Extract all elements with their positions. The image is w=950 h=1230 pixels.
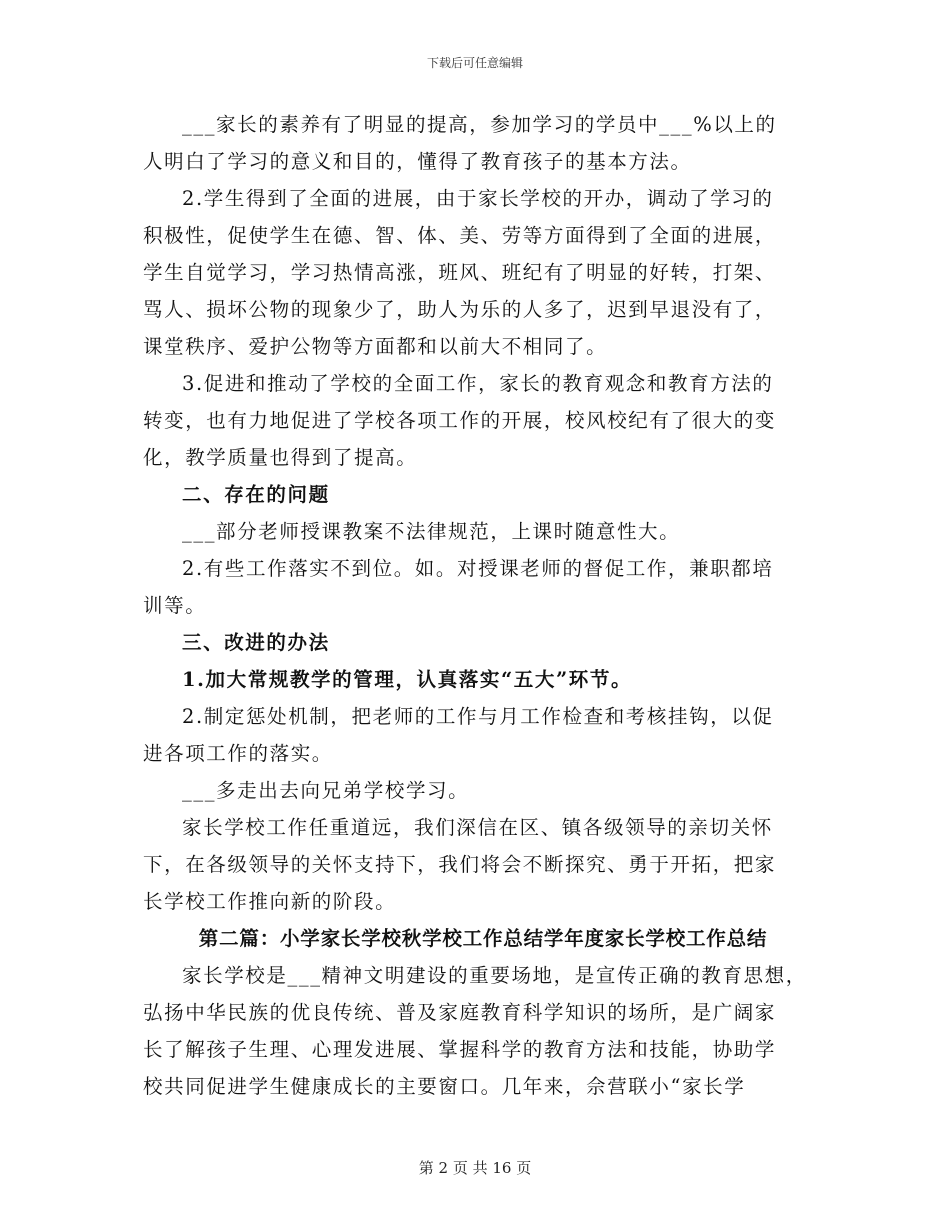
text-line: 家长学校工作任重道远，我们深信在区、镇各级领导的亲切关怀 <box>182 816 773 839</box>
text-line: 弘扬中华民族的优良传统、普及家庭教育科学知识的场所，是广阔家 <box>143 1001 777 1024</box>
text-line: 1.加大常规教学的管理，认真落实“五大”环节。 <box>182 668 633 691</box>
text-line: 长了解孩子生理、心理发进展、掌握科学的教育方法和技能，协助学 <box>143 1038 777 1061</box>
text-line: ___部分老师授课教案不法律规范，上课时随意性大。 <box>182 520 681 543</box>
page-header: 下载后可任意编辑 <box>426 56 523 70</box>
text-line: 三、改进的办法 <box>182 631 330 654</box>
text-line: 转变，也有力地促进了学校各项工作的开展，校风校纪有了很大的变 <box>143 409 777 432</box>
section-title: 第二篇：小学家长学校秋学校工作总结学年度家长学校工作总结 <box>198 927 768 950</box>
text-line: 进各项工作的落实。 <box>143 742 333 765</box>
text-line: 3.促进和推动了学校的全面工作，家长的教育观念和教育方法的 <box>182 372 774 395</box>
text-line: 校共同促进学生健康成长的主要窗口。几年来，佘营联小“家长学 <box>143 1075 746 1098</box>
page-footer: 第 2 页 共 16 页 <box>418 1159 532 1177</box>
text-line: 2.有些工作落实不到位。如。对授课老师的督促工作，兼职都培 <box>182 557 774 580</box>
text-line: ___家长的素养有了明显的提高，参加学习的学员中___%以上的 <box>182 113 777 136</box>
text-line: 积极性，促使学生在德、智、体、美、劳等方面得到了全面的进展， <box>143 224 777 247</box>
text-line: 长学校工作推向新的阶段。 <box>143 890 397 913</box>
text-line: 训等。 <box>143 594 207 617</box>
text-line: 下，在各级领导的关怀支持下，我们将会不断探究、勇于开拓，把家 <box>143 853 777 876</box>
text-line: 学生自觉学习，学习热情高涨，班风、班纪有了明显的好转，打架、 <box>143 261 777 284</box>
text-line: 骂人、损坏公物的现象少了，助人为乐的人多了，迟到早退没有了， <box>143 298 777 321</box>
text-line: 2.学生得到了全面的进展，由于家长学校的开办，调动了学习的 <box>182 187 774 210</box>
section-two-text <box>143 957 807 1105</box>
text-line: 2.制定惩处机制，把老师的工作与月工作检查和考核挂钩，以促 <box>182 705 774 728</box>
document-body <box>143 106 807 1105</box>
text-line: ___多走出去向兄弟学校学习。 <box>182 779 470 802</box>
section-one-text <box>143 106 803 920</box>
text-line: 人明白了学习的意义和目的，懂得了教育孩子的基本方法。 <box>143 150 692 173</box>
text-line: 化，教学质量也得到了提高。 <box>143 446 418 469</box>
text-line: 二、存在的问题 <box>182 483 330 506</box>
text-line: 课堂秩序、爱护公物等方面都和以前大不相同了。 <box>143 335 608 358</box>
text-line: 家长学校是___精神文明建设的重要场地，是宣传正确的教育思想， <box>182 964 807 987</box>
